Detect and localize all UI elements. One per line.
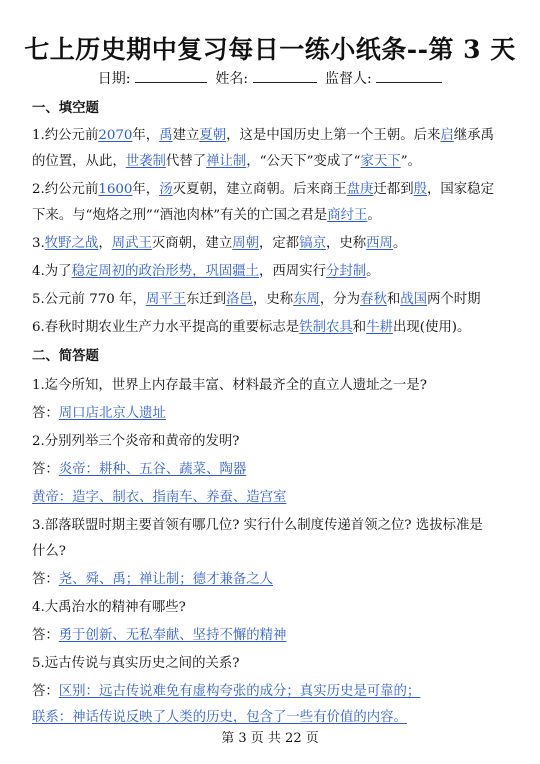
answer-blank: 商纣王 xyxy=(327,208,368,223)
short-q4-question: 4.大禹治水的精神有哪些? xyxy=(32,600,186,615)
answer-text: 尧、舜、禹；禅让制；德才兼备之人 xyxy=(58,572,274,587)
answer-text: 炎帝：耕种、五谷、蔬菜、陶器 xyxy=(58,462,247,477)
answer-blank: 世袭制 xyxy=(125,154,166,169)
answer-blank: 铁制农具 xyxy=(299,320,353,335)
answer-blank: 东周 xyxy=(293,292,320,307)
q-text: 6.春秋时期农业生产力水平提高的重要标志是 xyxy=(32,320,300,335)
q-text: 。 xyxy=(392,236,407,251)
q-text: 的位置，从此， xyxy=(32,154,126,169)
date-blank xyxy=(135,68,207,83)
answer-blank: 分封制 xyxy=(325,264,367,279)
answer-label: 答： xyxy=(32,572,59,587)
answer-blank: 1600 xyxy=(98,182,133,197)
name-label: 姓名: xyxy=(215,71,249,87)
q-text: 和 xyxy=(386,292,401,307)
answer-label: 答： xyxy=(32,406,59,421)
fill-q1-line2 xyxy=(32,152,518,172)
short-q3-question-2: 什么? xyxy=(32,544,66,559)
fill-q1-line1 xyxy=(32,126,518,146)
q-text: ，史称 xyxy=(325,236,367,251)
answer-blank: 周武王 xyxy=(111,236,152,251)
section1-heading: 一、填空题 xyxy=(32,100,99,116)
short-q5-answer-1 xyxy=(32,682,518,702)
fill-q3 xyxy=(32,234,518,254)
page-title: 七上历史期中复习每日一练小纸条--第 3 天 xyxy=(24,35,516,64)
q-text: 两个时期 xyxy=(427,292,481,307)
section2-heading: 二、简答题 xyxy=(32,348,99,364)
short-q4-answer xyxy=(32,626,518,646)
q-text: 年， xyxy=(132,182,160,197)
q-text: ，史称 xyxy=(252,292,294,307)
answer-blank: 禹 xyxy=(159,128,173,143)
answer-blank: 盘庚 xyxy=(346,182,374,197)
q-text: 4.为了 xyxy=(32,264,72,279)
answer-label: 答： xyxy=(32,628,59,643)
q-text: ，西周实行 xyxy=(259,264,326,279)
answer-text: 区别：远古传说难免有虚构夸张的成分；真实历史是可靠的； xyxy=(58,684,421,699)
answer-text: 勇于创新、无私奉献、坚持不懈的精神 xyxy=(58,628,287,643)
q-text: ，国家稳定 xyxy=(427,182,494,197)
short-q3-question-1: 3.部落联盟时期主要首领有哪几位? 实行什么制度传递首领之位? 选拔标准是 xyxy=(32,518,483,533)
answer-blank: 洛邑 xyxy=(226,292,253,307)
info-line xyxy=(0,68,540,89)
q-text: 灭夏朝，建立商朝。后来商王 xyxy=(172,182,347,197)
short-q1-answer xyxy=(32,404,518,424)
q-text: ，“公天下”变成了“ xyxy=(246,154,361,169)
answer-blank: 殷 xyxy=(413,182,428,197)
answer-blank: 夏朝 xyxy=(199,128,227,143)
short-q5-answer-2 xyxy=(32,708,518,728)
q-text: 。 xyxy=(366,264,380,279)
answer-blank: 牛耕 xyxy=(366,320,393,335)
answer-blank: 春秋 xyxy=(360,292,387,307)
answer-text: 周口店北京人遗址 xyxy=(58,406,166,421)
fill-q4 xyxy=(32,262,518,282)
short-q3-answer xyxy=(32,570,518,590)
answer-blank: 牧野之战 xyxy=(44,236,99,251)
supervisor-blank xyxy=(376,68,442,83)
q-text: 和 xyxy=(352,320,367,335)
q-text: ，分为 xyxy=(319,292,361,307)
q-text: 出现(使用)。 xyxy=(392,320,471,335)
short-q2-answer-2 xyxy=(32,488,518,508)
answer-blank: 汤 xyxy=(159,182,173,197)
q-text: ，这是中国历史上第一个王朝。后来 xyxy=(226,128,441,143)
fill-q5 xyxy=(32,290,518,310)
answer-blank: 西周 xyxy=(366,236,393,251)
q-text: 灭商朝，建立 xyxy=(151,236,233,251)
q-text: 代替了 xyxy=(165,154,207,169)
q-text: 建立 xyxy=(172,128,200,143)
q-text: ”。 xyxy=(400,154,421,169)
answer-blank: 禅让制 xyxy=(206,154,247,169)
answer-label: 答： xyxy=(32,462,59,477)
answer-blank: 稳定周初的政治形势，巩固疆土 xyxy=(71,264,260,279)
short-q2-question: 2.分别列举三个炎帝和黄帝的发明? xyxy=(32,434,240,449)
q-text: 。 xyxy=(367,208,381,223)
answer-text: 黄帝：造字、制衣、指南车、养蚕、造宫室 xyxy=(32,490,287,505)
q-text: ，定都 xyxy=(259,236,300,251)
q-text: ， xyxy=(98,236,112,251)
short-q1-question: 1.迄今所知，世界上内存最丰富、材料最齐全的直立人遗址之一是? xyxy=(32,378,427,393)
q-text: 年， xyxy=(132,128,160,143)
answer-text: 联系：神话传说反映了人类的历史，包含了一些有价值的内容。 xyxy=(32,710,407,725)
short-q5-question: 5.远古传说与真实历史之间的关系? xyxy=(32,656,240,671)
q-text: 下来。与“炮烙之刑”“酒池肉林”有关的亡国之君是 xyxy=(32,208,328,223)
q-text: 东迁到 xyxy=(185,292,227,307)
name-blank xyxy=(253,68,317,83)
answer-blank: 周朝 xyxy=(232,236,260,251)
q-text: 继承禹 xyxy=(453,128,494,143)
answer-blank: 2070 xyxy=(98,128,133,143)
short-q2-answer-1 xyxy=(32,460,518,480)
q-text: 迁都到 xyxy=(373,182,414,197)
answer-blank: 镐京 xyxy=(299,236,326,251)
answer-blank: 家天下 xyxy=(360,154,401,169)
answer-label: 答： xyxy=(32,684,59,699)
fill-q2-line2 xyxy=(32,206,518,226)
q-text: 1.约公元前 xyxy=(32,128,99,143)
date-label: 日期: xyxy=(97,71,131,87)
supervisor-label: 监督人: xyxy=(325,71,372,87)
q-text: 5.公元前 770 年， xyxy=(32,292,146,307)
q-text: 3. xyxy=(32,236,45,251)
fill-q2-line1 xyxy=(32,180,518,200)
answer-blank: 战国 xyxy=(400,292,428,307)
q-text: 2.约公元前 xyxy=(32,182,99,197)
fill-q6 xyxy=(32,318,518,338)
page-footer: 第 3 页 共 22 页 xyxy=(221,731,319,746)
answer-blank: 启 xyxy=(440,128,454,143)
answer-blank: 周平王 xyxy=(145,292,186,307)
